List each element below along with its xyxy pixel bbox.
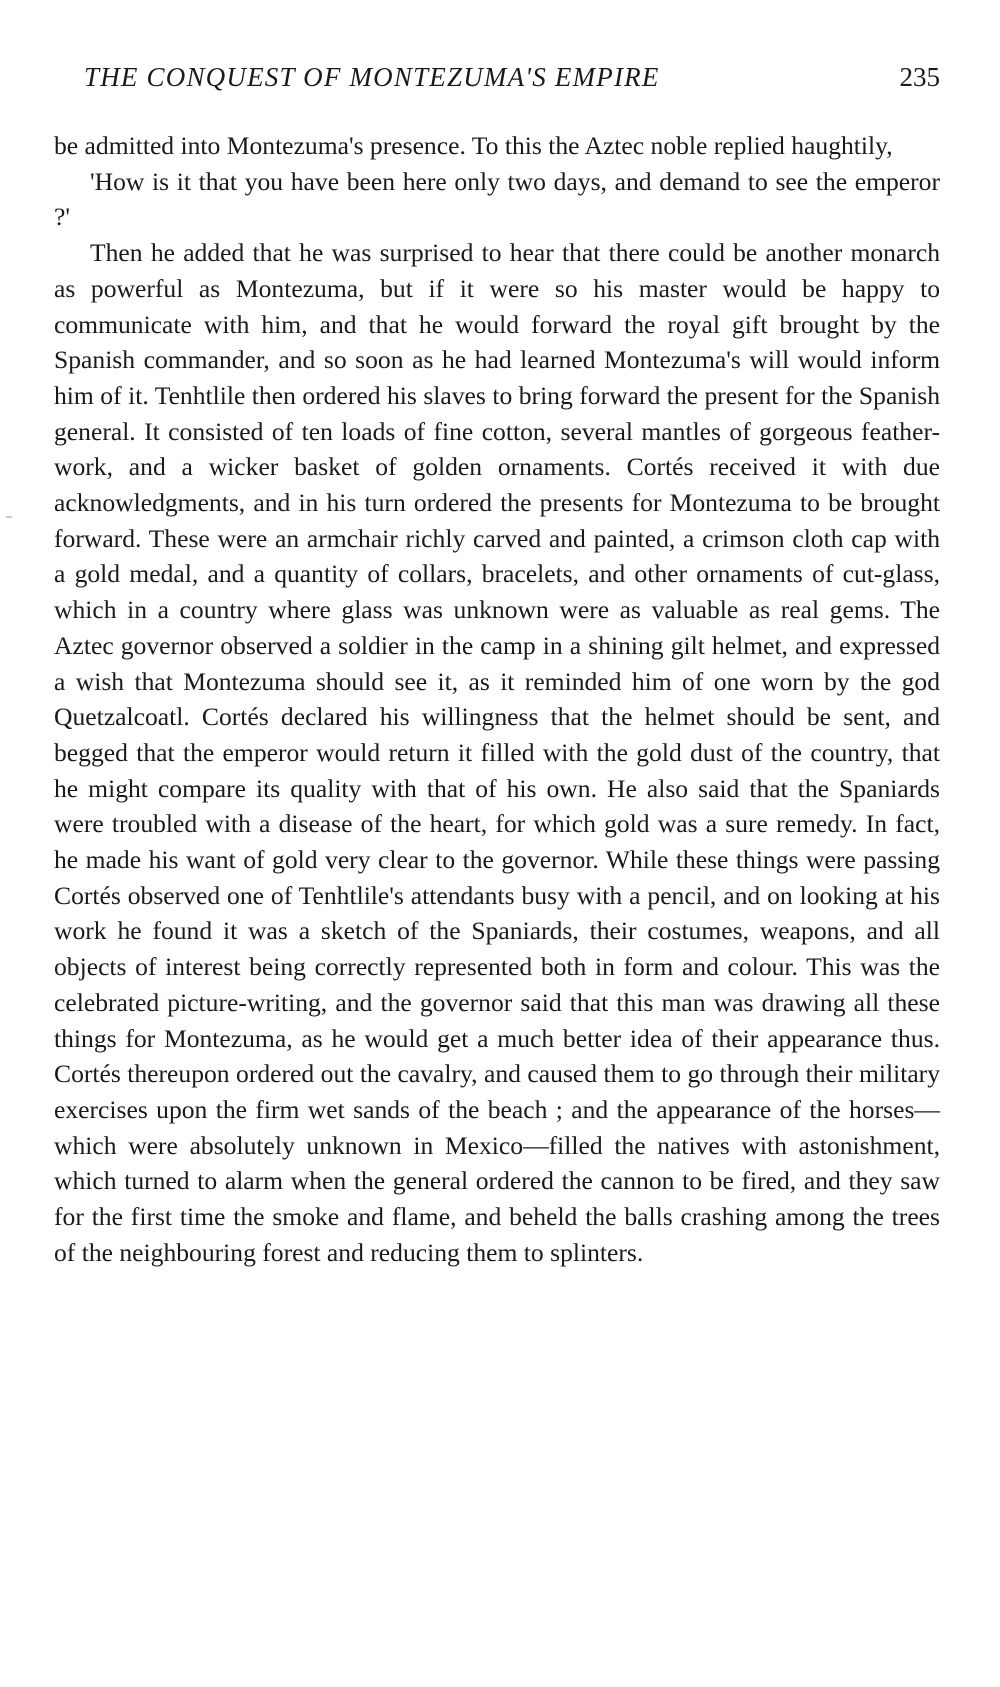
book-page: [54, 56, 940, 1271]
body-text: [54, 128, 940, 1271]
page-edge-mark: [6, 516, 12, 518]
paragraph-continued: be admitted into Montezuma's presence. To this the Aztec noble replied haughtily,: [54, 131, 893, 160]
page-number: 235: [899, 62, 940, 92]
paragraph-main: Then he added that he was surprised to hear that there could be another monarch as powerful as Montezuma, but if it were so his master would be happy to communicate with him, and that he would forward the royal gift brought by the Spanish commander, and so soon as he had learned Montezuma's will would inform him of it. Tenhtlile then ordered his slaves to bring forward the present for the Spanish general. It consisted of ten loads of fine cotton, several mantles of gorgeous feather-work, and a wicker basket of golden ornaments. Cortés received it with due acknowledgments, and in his turn ordered the presents for Montezuma to be brought forward. These were an armchair richly carved and painted, a crimson cloth cap with a gold medal, and a quantity of collars, bracelets, and other ornaments of cut-glass, which in a country where glass was unknown were as valuable as real gems. The Aztec governor observed a soldier in the camp in a shining gilt helmet, and expressed a wish that Montezuma should see it, as it reminded him of one worn by the god Quetzalcoatl. Cortés declared his willingness that the helmet should be sent, and begged that the emperor would return it filled with the gold dust of the country, that he might compare its quality with that of his own. He also said that the Spaniards were troubled with a disease of the heart, for which gold was a sure remedy. In fact, he made his want of gold very clear to the governor. While these things were passing Cortés observed one of Tenhtlile's attendants busy with a pencil, and on looking at his work he found it was a sketch of the Spaniards, their costumes, weapons, and all objects of interest being correctly represented both in form and colour. This was the celebrated picture-writing, and the governor said that this man was drawing all these things for Montezuma, as he would get a much better idea of their appearance thus. Cortés thereupon ordered out the cavalry, and caused them to go through their military exercises upon the firm wet sands of the beach ; and the appearance of the horses—which were absolutely unknown in Mexico—filled the natives with astonishment, which turned to alarm when the general ordered the cannon to be fired, and they saw for the first time the smoke and flame, and beheld the balls crashing among the trees of the neighbouring forest and reducing them to splinters.: [54, 238, 940, 1267]
paragraph-quote: 'How is it that you have been here only two days, and demand to see the emperor ?': [54, 166, 940, 232]
running-head: [54, 56, 940, 100]
running-title: THE CONQUEST OF MONTEZUMA'S EMPIRE: [84, 62, 660, 92]
